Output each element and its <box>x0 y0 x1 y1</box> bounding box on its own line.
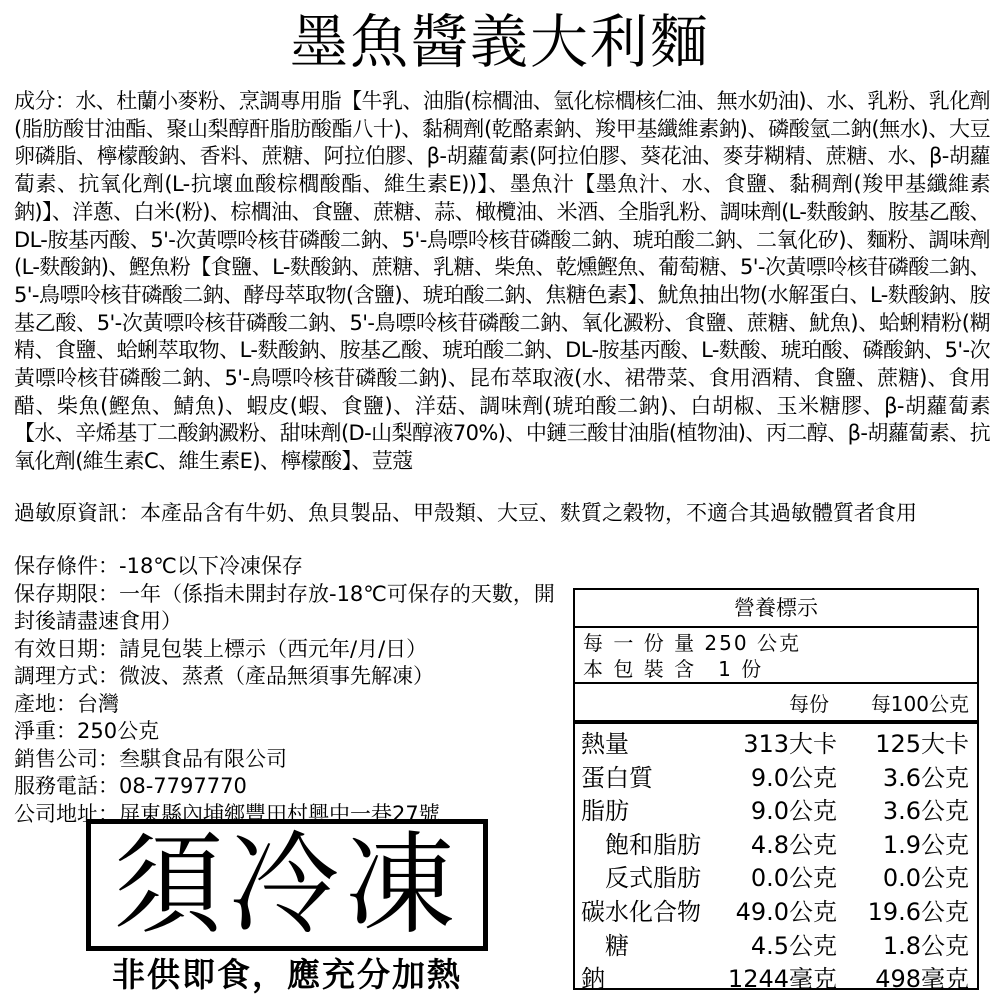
per-100g-value: 125大卡 <box>875 730 969 758</box>
table-row <box>575 728 977 762</box>
serving-info <box>575 628 977 682</box>
nutrient-label: 反式脂肪 <box>605 864 701 893</box>
col-per-100g: 每100公克 <box>870 691 969 716</box>
keep-frozen-label: 須冷凍 <box>113 821 461 949</box>
per-serving-value: 49.0公克 <box>735 897 837 926</box>
table-row <box>575 963 977 997</box>
nutrient-label: 飽和脂肪 <box>605 830 701 859</box>
cooking-method: 調理方式：微波、蒸煮（產品無須事先解凍） <box>14 664 434 688</box>
allergen-info: 過敏原資訊：本產品含有牛奶、魚貝製品、甲殼類、大豆、麩質之穀物，不適合其過敏體質者食用 <box>14 501 917 525</box>
per-serving-value: 4.5公克 <box>750 931 837 960</box>
table-row <box>575 862 977 896</box>
company-address: 公司地址：屏東縣內埔鄉豐田村興中一巷27號 <box>14 801 440 826</box>
table-row <box>575 896 977 930</box>
product-info-list <box>14 553 562 828</box>
service-phone: 服務電話：08-7797770 <box>14 774 247 798</box>
storage-condition: 保存條件：-18℃以下冷凍保存 <box>14 554 303 578</box>
per-100g-value: 1.8公克 <box>882 931 969 960</box>
per-serving-value: 1244毫克 <box>727 965 837 994</box>
col-per-serving: 每份 <box>789 691 829 716</box>
expiry-date: 有效日期：請見包裝上標示（西元年/月/日） <box>14 636 428 661</box>
shelf-life: 保存期限：一年（係指未開封存放-18℃可保存的天數，開封後請盡速食用） <box>14 581 555 633</box>
origin: 產地：台灣 <box>14 691 119 716</box>
ingredients-list: 成分：水、杜蘭小麥粉、烹調專用脂【牛乳、油脂(棕櫚油、氫化棕櫚核仁油、無水奶油)、水、乳粉、乳化劑(脂肪酸甘油酯、聚山梨醇酐脂肪酸酯八十)、黏稠劑(乾酪素鈉、羧甲基纖維素鈉)、磷酸氫二鈉(無水)、大豆卵磷脂、檸檬酸鈉、香料、蔗糖、阿拉伯膠、β-胡蘿蔔素(阿拉伯膠、葵花油、麥芽糊精、蔗糖、水、β-胡蘿蔔素、抗氧化劑(L-抗壞血酸棕櫚酸酯、維生素E))】、墨魚汁【墨魚汁、水、食鹽、黏稠劑(羧甲基纖維素鈉)】、洋蔥、白米(粉)、棕櫚油、食鹽、蔗糖、蒜、橄欖油、米酒、全脂乳粉、調味劑(L-麩酸鈉、胺基乙酸、DL-胺基丙酸、5'-次黃嘌呤核苷磷酸二鈉、5'-鳥嘌呤核苷磷酸二鈉、琥珀酸二鈉、二氧化矽)、麵粉、調味劑(L-麩酸鈉)、鰹魚粉【食鹽、L-麩酸鈉、蔗糖、乳糖、柴魚、乾燻鰹魚、葡萄糖、5'-次黃嘌呤核苷磷酸二鈉、5'-鳥嘌呤核苷磷酸二鈉、酵母萃取物(含鹽)、琥珀酸二鈉、焦糖色素】、魷魚抽出物(水解蛋白、L-麩酸鈉、胺基乙酸、5'-次黃嘌呤核苷磷酸二鈉、5'-鳥嘌呤核苷磷酸二鈉、氧化澱粉、食鹽、蔗糖、魷魚)、蛤蜊精粉(糊精、食鹽、蛤蜊萃取物、L-麩酸鈉、胺基乙酸、琥珀酸二鈉、DL-胺基丙酸、L-麩酸、琥珀酸、磷酸鈉、5'-次黃嘌呤核苷磷酸二鈉、5'-鳥嘌呤核苷磷酸二鈉)、昆布萃取液(水、裙帶菜、食用酒精、食鹽、蔗糖)、食用醋、柴魚(鰹魚、鯖魚)、蝦皮(蝦、食鹽)、洋菇、調味劑(琥珀酸二鈉)、白胡椒、玉米糖膠、β-胡蘿蔔素【水、辛烯基丁二酸鈉澱粉、甜味劑(D-山梨醇液70%)、中鏈三酸甘油脂(植物油)、丙二醇、β-胡蘿蔔素、抗氧化劑(維生素C、維生素E)、檸檬酸】、荳蔻 <box>14 89 990 474</box>
per-100g-value: 3.6公克 <box>882 763 969 792</box>
nutrition-rows <box>575 720 977 997</box>
net-weight: 淨重：250公克 <box>14 719 160 743</box>
per-serving-value: 313大卡 <box>743 730 837 758</box>
keep-frozen-box <box>86 819 488 951</box>
nutrient-label: 脂肪 <box>581 797 629 826</box>
per-serving-value: 0.0公克 <box>750 864 837 893</box>
per-serving-value: 9.0公克 <box>750 763 837 792</box>
product-title: 墨魚醬義大利麵 <box>289 8 710 76</box>
nutrient-label: 碳水化合物 <box>581 897 701 926</box>
nutrient-label: 鈉 <box>581 965 605 994</box>
nutrient-label: 糖 <box>605 931 629 960</box>
per-serving-value: 9.0公克 <box>750 797 837 826</box>
per-serving-value: 4.8公克 <box>750 830 837 859</box>
serving-size: 每 一 份 量 250 公克 <box>583 631 801 655</box>
table-row <box>575 762 977 796</box>
nutrient-label: 蛋白質 <box>581 763 653 792</box>
table-row <box>575 795 977 829</box>
nutrient-label: 熱量 <box>581 730 629 758</box>
per-100g-value: 0.0公克 <box>882 864 969 893</box>
nutrition-facts-table <box>573 588 979 994</box>
nutrition-title: 營養標示 <box>575 590 977 628</box>
heat-before-eating-note: 非供即食，應充分加熱 <box>112 955 462 994</box>
nutrition-header-row <box>575 682 977 720</box>
table-row <box>575 829 977 863</box>
seller-company: 銷售公司：叁騏食品有限公司 <box>14 746 287 771</box>
servings-per-package: 本 包 裝 含 1 份 <box>583 657 764 681</box>
per-100g-value: 1.9公克 <box>882 830 969 859</box>
per-100g-value: 498毫克 <box>875 965 969 994</box>
per-100g-value: 19.6公克 <box>867 897 969 926</box>
per-100g-value: 3.6公克 <box>882 797 969 826</box>
table-row <box>575 930 977 964</box>
